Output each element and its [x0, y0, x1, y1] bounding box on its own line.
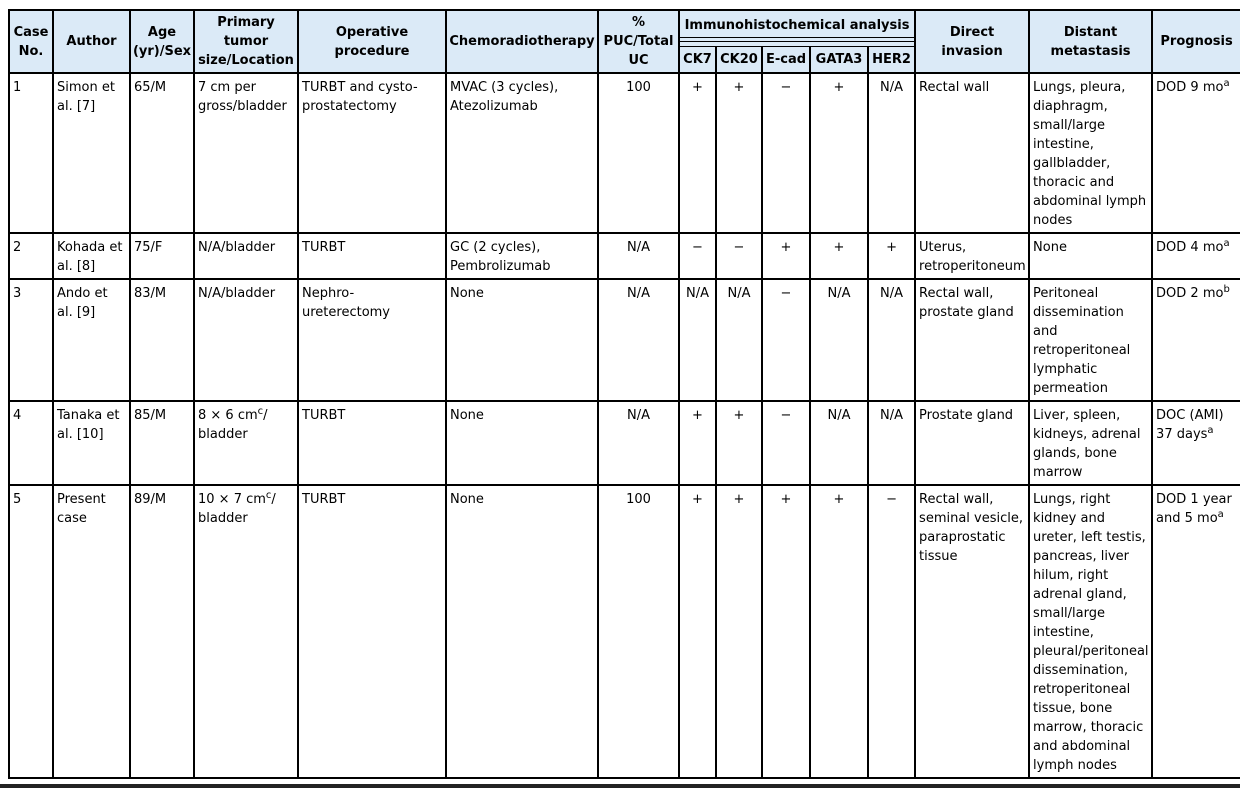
header-primary-tumor: Primary tumor size/Location	[194, 10, 298, 73]
cell-prognosis	[1152, 401, 1240, 485]
case-comparison-table	[8, 9, 1240, 779]
prognosis-text: DOD 2 mo	[1156, 286, 1224, 301]
cell-age-sex: 83/M	[130, 279, 194, 401]
cell-prognosis	[1152, 233, 1240, 279]
tumor-text: 10 × 7 cm	[198, 492, 266, 507]
cell-puc: N/A	[598, 279, 679, 401]
cell-puc: 100	[598, 73, 679, 233]
cell-author: Simon et al. [7]	[53, 73, 130, 233]
tumor-tail: / bladder	[198, 408, 268, 442]
header-ck20: CK20	[716, 47, 762, 73]
cell-ecad: +	[762, 233, 810, 279]
prognosis-text: DOD 9 mo	[1156, 80, 1224, 95]
header-direct-invasion: Direct invasion	[915, 10, 1029, 73]
cell-prognosis	[1152, 279, 1240, 401]
cell-her2: N/A	[868, 73, 915, 233]
cell-chemo: GC (2 cycles), Pembrolizumab	[446, 233, 598, 279]
header-ihc-group	[679, 10, 915, 47]
bottom-rule	[0, 784, 1240, 788]
cell-operative: TURBT	[298, 233, 446, 279]
cell-her2: −	[868, 485, 915, 778]
table-container	[8, 9, 1240, 781]
tumor-tail: / bladder	[198, 492, 276, 526]
cell-age-sex: 89/M	[130, 485, 194, 778]
header-distant-metastasis: Distant metastasis	[1029, 10, 1152, 73]
header-ihc-label: Immunohistochemical analysis	[684, 18, 910, 34]
cell-ck7: N/A	[679, 279, 716, 401]
cell-invasion: Rectal wall, seminal vesicle, paraprostatic tissue	[915, 485, 1029, 778]
cell-ecad: +	[762, 485, 810, 778]
cell-ck20: −	[716, 233, 762, 279]
cell-metastasis: Lungs, pleura, diaphragm, small/large intestine, gallbladder, thoracic and abdominal lymph nodes	[1029, 73, 1152, 233]
cell-ck20: N/A	[716, 279, 762, 401]
prognosis-footnote: a	[1223, 238, 1230, 249]
cell-prognosis	[1152, 73, 1240, 233]
cell-metastasis: None	[1029, 233, 1152, 279]
cell-case: 2	[9, 233, 53, 279]
cell-ck7: +	[679, 485, 716, 778]
prognosis-text: DOD 4 mo	[1156, 240, 1224, 255]
cell-puc: 100	[598, 485, 679, 778]
cell-gata3: N/A	[810, 279, 868, 401]
tumor-text: N/A/bladder	[198, 286, 276, 301]
cell-metastasis: Liver, spleen, kidneys, adrenal glands, bone marrow	[1029, 401, 1152, 485]
prognosis-text: DOC (AMI) 37 days	[1156, 408, 1224, 442]
header-ihc-divider	[680, 37, 914, 42]
prognosis-footnote: a	[1207, 425, 1214, 436]
cell-gata3: +	[810, 485, 868, 778]
cell-puc: N/A	[598, 233, 679, 279]
tumor-text: N/A/bladder	[198, 240, 276, 255]
table-row	[9, 233, 1240, 279]
cell-invasion: Prostate gland	[915, 401, 1029, 485]
cell-operative: TURBT	[298, 485, 446, 778]
header-ck7: CK7	[679, 47, 716, 73]
cell-ck7: −	[679, 233, 716, 279]
header-age-sex: Age (yr)/Sex	[130, 10, 194, 73]
cell-case: 4	[9, 401, 53, 485]
header-puc: % PUC/Total UC	[598, 10, 679, 73]
cell-invasion: Uterus, retroperitoneum	[915, 233, 1029, 279]
prognosis-footnote: a	[1223, 78, 1230, 89]
header-case-no: Case No.	[9, 10, 53, 73]
cell-operative: TURBT and cysto-prostatectomy	[298, 73, 446, 233]
header-author: Author	[53, 10, 130, 73]
cell-tumor	[194, 401, 298, 485]
cell-puc: N/A	[598, 401, 679, 485]
cell-case: 3	[9, 279, 53, 401]
cell-age-sex: 75/F	[130, 233, 194, 279]
cell-ck20: +	[716, 485, 762, 778]
cell-metastasis: Lungs, right kidney and ureter, left testis, pancreas, liver hilum, right adrenal gland, small/large intestine, pleural/peritoneal dissemination, retroperitoneal tissue, bone marrow, thoracic and abdominal lymph nodes	[1029, 485, 1152, 778]
table-row	[9, 401, 1240, 485]
tumor-text: 7 cm per gross/bladder	[198, 80, 287, 114]
tumor-footnote: c	[257, 406, 264, 417]
cell-case: 1	[9, 73, 53, 233]
table-row	[9, 485, 1240, 778]
cell-invasion: Rectal wall, prostate gland	[915, 279, 1029, 401]
tumor-footnote: c	[265, 490, 272, 501]
cell-tumor	[194, 485, 298, 778]
cell-ck7: +	[679, 73, 716, 233]
cell-her2: +	[868, 233, 915, 279]
cell-ck20: +	[716, 73, 762, 233]
table-row	[9, 73, 1240, 233]
cell-age-sex: 85/M	[130, 401, 194, 485]
header-her2: HER2	[868, 47, 915, 73]
cell-chemo: None	[446, 485, 598, 778]
table-body	[9, 73, 1240, 778]
table-header	[9, 10, 1240, 73]
header-gata3: GATA3	[810, 47, 868, 73]
cell-operative: Nephro-ureterectomy	[298, 279, 446, 401]
cell-gata3: +	[810, 73, 868, 233]
cell-prognosis	[1152, 485, 1240, 778]
cell-author: Ando et al. [9]	[53, 279, 130, 401]
cell-ecad: −	[762, 73, 810, 233]
cell-invasion: Rectal wall	[915, 73, 1029, 233]
cell-author: Tanaka et al. [10]	[53, 401, 130, 485]
cell-author: Kohada et al. [8]	[53, 233, 130, 279]
cell-operative: TURBT	[298, 401, 446, 485]
cell-tumor	[194, 73, 298, 233]
cell-her2: N/A	[868, 401, 915, 485]
cell-chemo: MVAC (3 cycles), Atezolizumab	[446, 73, 598, 233]
cell-ck7: +	[679, 401, 716, 485]
cell-ecad: −	[762, 401, 810, 485]
header-ecad: E-cad	[762, 47, 810, 73]
header-chemoradiotherapy: Chemoradiotherapy	[446, 10, 598, 73]
cell-chemo: None	[446, 401, 598, 485]
cell-metastasis: Peritoneal dissemination and retroperitoneal lymphatic permeation	[1029, 279, 1152, 401]
cell-ck20: +	[716, 401, 762, 485]
cell-author: Present case	[53, 485, 130, 778]
prognosis-footnote: b	[1223, 284, 1230, 295]
cell-case: 5	[9, 485, 53, 778]
cell-ecad: −	[762, 279, 810, 401]
cell-gata3: +	[810, 233, 868, 279]
cell-age-sex: 65/M	[130, 73, 194, 233]
cell-chemo: None	[446, 279, 598, 401]
header-prognosis: Prognosis	[1152, 10, 1240, 73]
header-operative-procedure: Operative procedure	[298, 10, 446, 73]
prognosis-text: DOD 1 year and 5 mo	[1156, 492, 1232, 526]
prognosis-footnote: a	[1217, 509, 1224, 520]
cell-tumor	[194, 279, 298, 401]
table-row	[9, 279, 1240, 401]
cell-tumor	[194, 233, 298, 279]
cell-her2: N/A	[868, 279, 915, 401]
tumor-text: 8 × 6 cm	[198, 408, 258, 423]
cell-gata3: N/A	[810, 401, 868, 485]
